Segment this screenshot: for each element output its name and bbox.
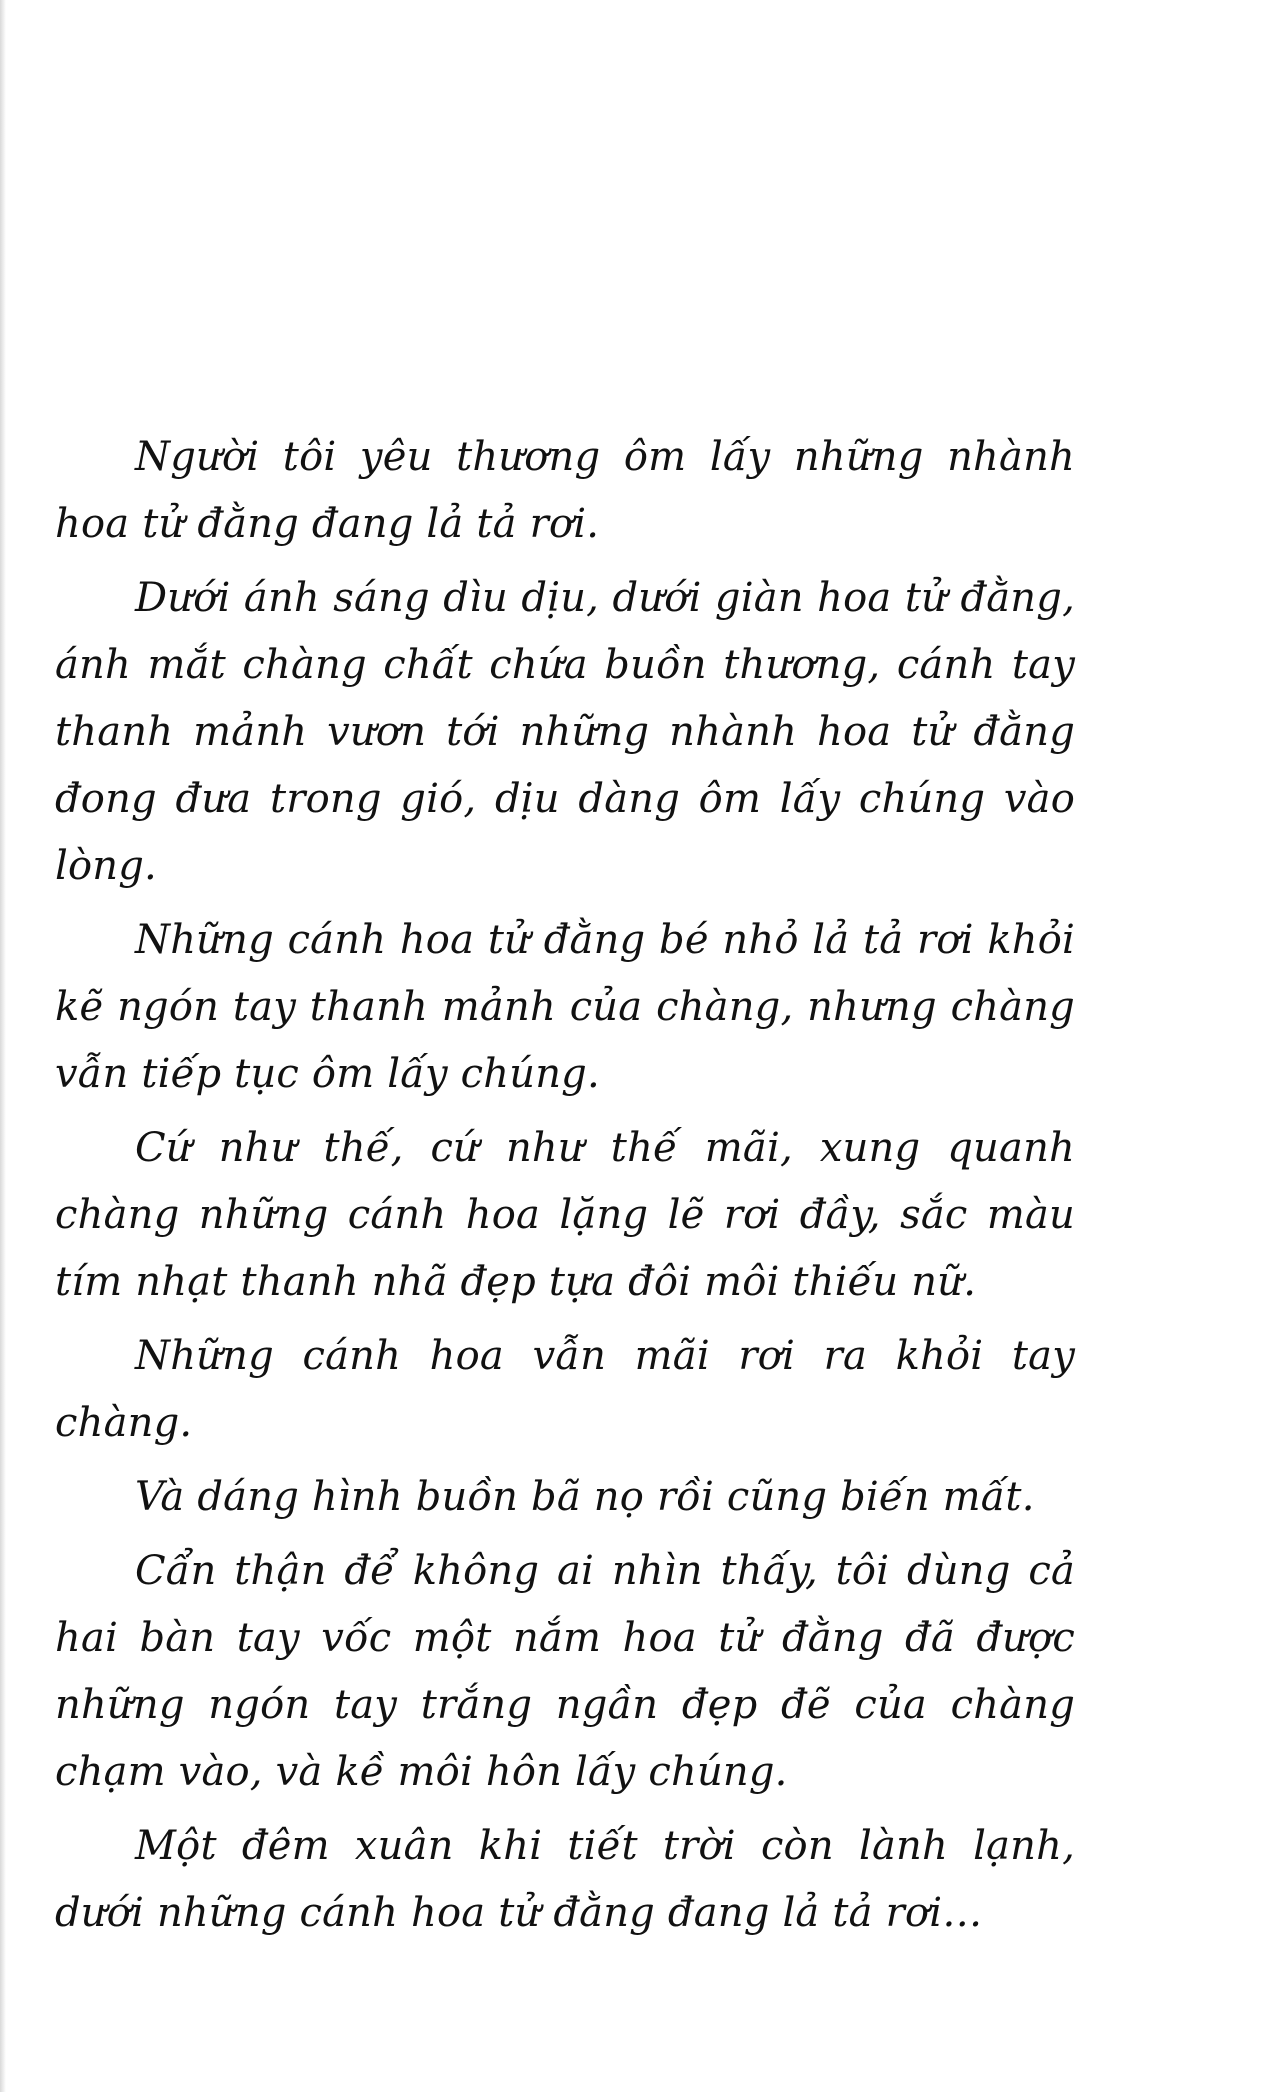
paragraph-8: Một đêm xuân khi tiết trời còn lành lạnh, dưới những cánh hoa tử đằng đang lả tả rơi… bbox=[55, 1823, 1075, 1936]
paragraph-3: Những cánh hoa tử đằng bé nhỏ lả tả rơi khỏi kẽ ngón tay thanh mảnh của chàng, nhưng chàng vẫn tiếp tục ôm lấy chúng. bbox=[55, 917, 1075, 1097]
body-text bbox=[55, 424, 1075, 1954]
paragraph-4: Cứ như thế, cứ như thế mãi, xung quanh chàng những cánh hoa lặng lẽ rơi đầy, sắc màu tím nhạt thanh nhã đẹp tựa đôi môi thiếu nữ. bbox=[55, 1125, 1075, 1305]
paragraph-7: Cẩn thận để không ai nhìn thấy, tôi dùng cả hai bàn tay vốc một nắm hoa tử đằng đã được những ngón tay trắng ngần đẹp đẽ của chàng chạm vào, và kề môi hôn lấy chúng. bbox=[55, 1548, 1075, 1795]
page-edge-shadow bbox=[0, 0, 6, 2092]
paragraph-5: Những cánh hoa vẫn mãi rơi ra khỏi tay chàng. bbox=[55, 1333, 1075, 1446]
paragraph-6: Và dáng hình buồn bã nọ rồi cũng biến mất. bbox=[135, 1474, 1035, 1520]
paragraph-2: Dưới ánh sáng dìu dịu, dưới giàn hoa tử đằng, ánh mắt chàng chất chứa buồn thương, cánh tay thanh mảnh vươn tới những nhành hoa tử đằng đong đưa trong gió, dịu dàng ôm lấy chúng vào lòng. bbox=[55, 575, 1075, 889]
paragraph-1: Người tôi yêu thương ôm lấy những nhành hoa tử đằng đang lả tả rơi. bbox=[55, 434, 1075, 547]
